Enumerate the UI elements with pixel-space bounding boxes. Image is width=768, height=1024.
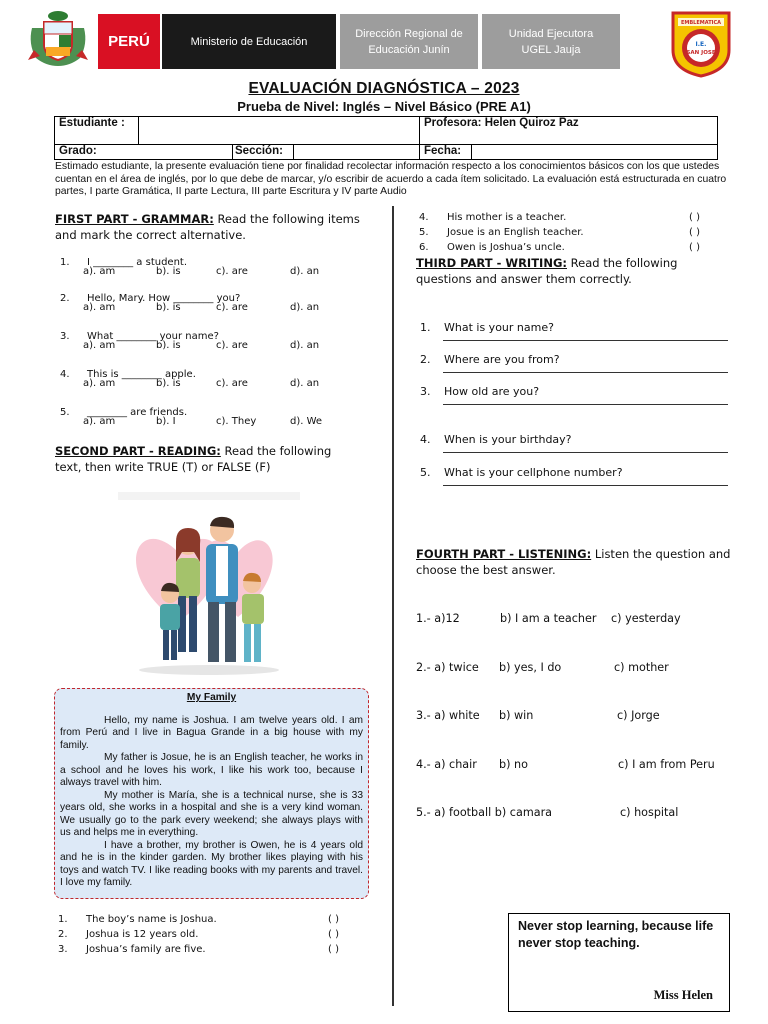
question-text: What is your cellphone number? bbox=[444, 466, 623, 479]
grade-label: Grado: bbox=[55, 145, 233, 159]
statement-number: 1. bbox=[58, 914, 68, 925]
listening-option-c[interactable]: c) hospital bbox=[620, 806, 679, 819]
listening-option-b[interactable]: b) I am a teacher bbox=[500, 612, 597, 625]
option-d[interactable]: d). an bbox=[290, 340, 320, 351]
question-number: 3. bbox=[60, 331, 70, 342]
question-text: What ________ your name? bbox=[87, 331, 219, 342]
grade-section-cell bbox=[55, 145, 420, 160]
listening-option-b[interactable]: b) win bbox=[499, 709, 534, 722]
family-illustration-icon bbox=[118, 492, 300, 677]
answer-blank[interactable]: ( ) bbox=[328, 914, 339, 925]
intro-paragraph: Estimado estudiante, la presente evaluación tiene por finalidad recolectar información respecto a los conocimientos básicos con los que ustedes cuentan en el área de inglés, por lo que debe de marcar, y/o escribir de acuerdo a cada ítem solicitado. La evaluación está estructurada en cuatro partes, I parte Gramática, II parte Lectura, III parte Escritura y IV parte Audio bbox=[55, 161, 727, 198]
listening-option-a[interactable]: 1.- a)12 bbox=[416, 612, 460, 625]
true-false-statement bbox=[58, 942, 378, 957]
my-family-reading-box bbox=[54, 688, 369, 899]
reading-paragraph: Hello, my name is Joshua. I am twelve years old. I am from Perú and I live in Bagua Grande in a big house with my family. bbox=[60, 714, 363, 751]
writing-question bbox=[420, 466, 730, 488]
student-label: Estudiante : bbox=[55, 117, 139, 145]
option-b[interactable]: b). I bbox=[156, 416, 176, 427]
regional-line1: Dirección Regional de bbox=[355, 27, 463, 40]
badge-top-text: EMBLEMATICA bbox=[680, 20, 722, 26]
option-b[interactable]: b). is bbox=[156, 378, 181, 389]
option-c[interactable]: c). are bbox=[216, 266, 248, 277]
answer-line[interactable] bbox=[443, 340, 728, 341]
quote-text: Never stop learning, because life never stop teaching. bbox=[518, 919, 714, 950]
question-number: 2. bbox=[60, 293, 70, 304]
statement-text: Owen is Joshua’s uncle. bbox=[447, 242, 565, 253]
listening-question bbox=[416, 661, 734, 677]
option-a[interactable]: a). am bbox=[83, 302, 116, 313]
grammar-heading bbox=[55, 211, 360, 243]
option-a[interactable]: a). am bbox=[83, 378, 116, 389]
option-d[interactable]: d). We bbox=[290, 416, 323, 427]
question-number: 5. bbox=[420, 466, 431, 479]
answer-line[interactable] bbox=[443, 372, 728, 373]
unit-line2: UGEL Jauja bbox=[521, 43, 581, 56]
question-text: Where are you from? bbox=[444, 353, 560, 366]
question-text: This is ________ apple. bbox=[87, 369, 196, 380]
section-field[interactable] bbox=[294, 145, 419, 159]
statement-text: Joshua is 12 years old. bbox=[86, 929, 199, 940]
question-number: 1. bbox=[420, 321, 431, 334]
true-false-statement bbox=[58, 912, 378, 927]
reading-instruction: Read the following text, then write TRUE (T) or FALSE (F) bbox=[55, 444, 332, 474]
student-info-table bbox=[54, 116, 718, 160]
column-divider bbox=[392, 206, 394, 1006]
regional-line2: Educación Junín bbox=[368, 43, 450, 56]
statement-text: The boy’s name is Joshua. bbox=[86, 914, 217, 925]
listening-option-a[interactable]: 2.- a) twice bbox=[416, 661, 479, 674]
option-d[interactable]: d). an bbox=[290, 266, 320, 277]
option-d[interactable]: d). an bbox=[290, 302, 320, 313]
listening-option-b[interactable]: b) no bbox=[499, 758, 528, 771]
executing-unit-label bbox=[482, 14, 620, 69]
peru-label: PERÚ bbox=[98, 14, 160, 69]
statement-text: Joshua’s family are five. bbox=[86, 944, 206, 955]
option-a[interactable]: a). am bbox=[83, 266, 116, 277]
answer-blank[interactable]: ( ) bbox=[689, 212, 700, 223]
question-text: What is your name? bbox=[444, 321, 554, 334]
option-a[interactable]: a). am bbox=[83, 416, 116, 427]
writing-instruction: Read the following questions and answer them correctly. bbox=[416, 256, 678, 286]
question-number: 2. bbox=[420, 353, 431, 366]
question-text: When is your birthday? bbox=[444, 433, 572, 446]
writing-question bbox=[420, 353, 730, 375]
writing-question bbox=[420, 385, 730, 407]
answer-line[interactable] bbox=[443, 452, 728, 453]
statement-number: 2. bbox=[58, 929, 68, 940]
grammar-instruction: Read the following items and mark the correct alternative. bbox=[55, 212, 360, 242]
true-false-statement bbox=[419, 240, 734, 255]
question-number: 5. bbox=[60, 407, 70, 418]
listening-question bbox=[416, 612, 734, 628]
listening-question bbox=[416, 806, 734, 822]
grammar-title: FIRST PART - GRAMMAR: bbox=[55, 212, 214, 226]
question-text: I ________ a student. bbox=[87, 257, 188, 268]
question-text: Hello, Mary. How ________ you? bbox=[87, 293, 241, 304]
question-text: ________ are friends. bbox=[87, 407, 188, 418]
statement-number: 4. bbox=[419, 212, 429, 223]
answer-line[interactable] bbox=[443, 404, 728, 405]
student-name-field[interactable] bbox=[139, 117, 420, 145]
question-number: 1. bbox=[60, 257, 70, 268]
option-a[interactable]: a). am bbox=[83, 340, 116, 351]
answer-blank[interactable]: ( ) bbox=[328, 929, 339, 940]
school-badge-icon bbox=[670, 10, 732, 78]
exam-subtitle: Prueba de Nivel: Inglés – Nivel Básico (PRE A1) bbox=[237, 99, 531, 114]
statement-number: 6. bbox=[419, 242, 429, 253]
writing-question bbox=[420, 321, 730, 343]
option-c[interactable]: c). are bbox=[216, 302, 248, 313]
reading-paragraph: I have a brother, my brother is Owen, he is 4 years old and he is in the kinder garden. My brother likes playing with his toys and watch TV. I like reading books with my parents and travel. I love my family. bbox=[60, 839, 363, 888]
true-false-statement bbox=[58, 927, 378, 942]
listening-option-c[interactable]: c) mother bbox=[614, 661, 669, 674]
question-number: 3. bbox=[420, 385, 431, 398]
listening-question bbox=[416, 758, 734, 774]
true-false-statement bbox=[419, 210, 734, 225]
regional-directorate-label bbox=[340, 14, 478, 69]
option-c[interactable]: c). They bbox=[216, 416, 257, 427]
listening-option-a[interactable]: 5.- a) football b) camara bbox=[416, 806, 553, 819]
listening-option-c[interactable]: c) Jorge bbox=[617, 709, 660, 722]
listening-option-c[interactable]: c) yesterday bbox=[611, 612, 681, 625]
listening-option-c[interactable]: c) I am from Peru bbox=[618, 758, 715, 771]
answer-blank[interactable]: ( ) bbox=[689, 242, 700, 253]
writing-heading bbox=[416, 255, 734, 287]
listening-option-a[interactable]: 4.- a) chair bbox=[416, 758, 477, 771]
ministry-label: Ministerio de Educación bbox=[162, 14, 336, 69]
true-false-statement bbox=[419, 225, 734, 240]
badge-ie-text: I.E. bbox=[695, 41, 707, 48]
listening-title: FOURTH PART - LISTENING: bbox=[416, 547, 592, 561]
listening-option-b[interactable]: b) yes, I do bbox=[499, 661, 562, 674]
listening-question bbox=[416, 709, 734, 725]
answer-blank[interactable]: ( ) bbox=[328, 944, 339, 955]
option-b[interactable]: b). is bbox=[156, 266, 181, 277]
unit-line1: Unidad Ejecutora bbox=[508, 27, 594, 40]
question-number: 4. bbox=[420, 433, 431, 446]
reading-heading bbox=[55, 443, 360, 475]
badge-name-text: SAN JOSE bbox=[686, 50, 716, 56]
quote-signature: Miss Helen bbox=[653, 988, 713, 1002]
reading-paragraph: My father is Josue, he is an English teacher, he works in a school and he loves his work, I like his work too, because I always travel with him. bbox=[60, 752, 363, 788]
exam-title: EVALUACIÓN DIAGNÓSTICA – 2023 bbox=[248, 80, 520, 97]
reading-paragraph: My mother is María, she is a technical nurse, she is 33 years old, she works in a hospital and she is a very kind woman. We usually go to the park every weekend; she always plays with us and helps me in everything. bbox=[60, 789, 363, 838]
option-c[interactable]: c). are bbox=[216, 340, 248, 351]
listening-option-a[interactable]: 3.- a) white bbox=[416, 709, 480, 722]
writing-title: THIRD PART - WRITING: bbox=[416, 256, 567, 270]
date-field[interactable] bbox=[472, 145, 718, 160]
statement-number: 5. bbox=[419, 227, 429, 238]
statement-text: Josue is an English teacher. bbox=[447, 227, 584, 238]
statement-number: 3. bbox=[58, 944, 68, 955]
option-d[interactable]: d). an bbox=[290, 378, 320, 389]
option-b[interactable]: b). is bbox=[156, 340, 181, 351]
option-c[interactable]: c). are bbox=[216, 378, 248, 389]
statement-text: His mother is a teacher. bbox=[447, 212, 567, 223]
section-label: Sección: bbox=[233, 145, 294, 159]
listening-instruction: Listen the question and choose the best answer. bbox=[416, 547, 731, 577]
answer-blank[interactable]: ( ) bbox=[689, 227, 700, 238]
date-label: Fecha: bbox=[420, 145, 472, 160]
writing-question bbox=[420, 433, 730, 455]
question-text: How old are you? bbox=[444, 385, 540, 398]
reading-box-title: My Family bbox=[186, 692, 237, 703]
quote-box bbox=[508, 913, 730, 1012]
peru-coat-of-arms-icon bbox=[26, 10, 90, 68]
option-b[interactable]: b). is bbox=[156, 302, 181, 313]
listening-heading bbox=[416, 546, 734, 578]
teacher-label: Profesora: Helen Quiroz Paz bbox=[420, 117, 718, 145]
question-number: 4. bbox=[60, 369, 70, 380]
reading-title: SECOND PART - READING: bbox=[55, 444, 221, 458]
answer-line[interactable] bbox=[443, 485, 728, 486]
